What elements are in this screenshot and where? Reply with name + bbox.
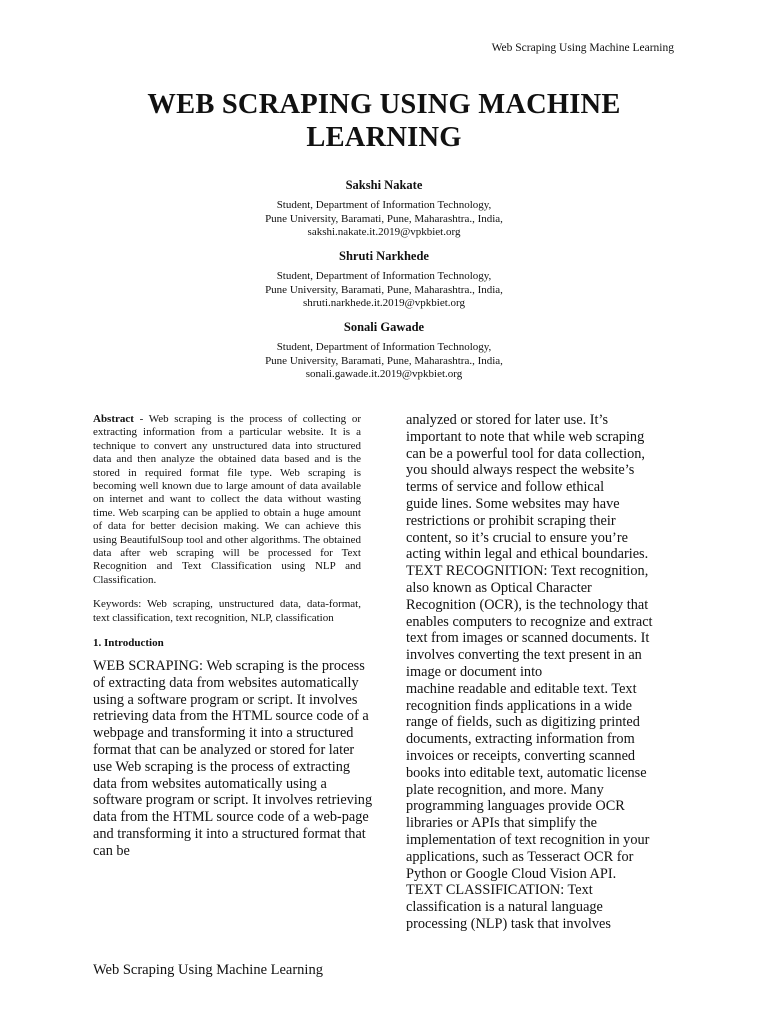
right-column-line: implementation of text recognition in your [406,831,650,848]
right-column-line: TEXT CLASSIFICATION: Text [406,882,593,899]
right-column-line: also known as Optical Character [406,579,592,596]
abstract-text: - Web scraping is the process of collecting or extracting information from a particular website. It is a technique to convert any unstructured data into structured data and then analyze the obtained data based and is the stored in required format file type. Web scraping is becoming well known due to large amount of data available on internet and want to collect the data without wasting time. Web scarping can be applied to obtain a huge amount of data for better decision making. We can achieve this using BeautifulSoup tool and other algorithms. The obtained data after web scraping will be processed for Text Recognition and Text Classification using NLP and Classification. [93,413,361,586]
section-heading-introduction: 1. Introduction [93,637,164,650]
author-email: sakshi.nakate.it.2019@vpkbiet.org [307,226,461,238]
right-column-line: range of fields, such as digitizing printed [406,714,640,731]
author-name: Sonali Gawade [343,320,425,334]
paper-title [0,88,768,154]
right-column-line: machine readable and editable text. Text [406,680,637,697]
right-column-line: books into editable text, automatic license [406,764,647,781]
right-column-line: applications, such as Tesseract OCR for [406,848,634,865]
right-column-line: recognition finds applications in a wide [406,697,632,714]
author-affiliation-dept: Student, Department of Information Technology, [276,270,492,282]
introduction-text: WEB SCRAPING: Web scraping is the process of extracting data from websites automatically using a software program or script. It involves retrieving data from the HTML source code of a webpage and transforming it into a structured format that can be analyzed or stored for later use Web scraping is the process of extracting data from websites automatically using a software program or script. It involves retrieving data from the HTML source code of a web-page and transforming it into a structured format that can be [93,658,373,859]
right-column-line: guide lines. Some websites may have [406,495,620,512]
page-footer: Web Scraping Using Machine Learning [93,962,323,978]
right-column-line: important to note that while web scraping [406,428,645,445]
right-column-line: involves converting the text present in an [406,647,642,664]
author-affiliation-dept: Student, Department of Information Technology, [276,341,492,353]
abstract [93,413,361,587]
author-block-2 [0,248,768,311]
right-column-line: TEXT RECOGNITION: Text recognition, [406,563,649,580]
author-block-1 [0,177,768,240]
right-column-line: terms of service and follow ethical [406,479,605,496]
right-column-line: programming languages provide OCR [406,798,625,815]
right-column-text [406,412,678,933]
right-column-line: documents, extracting information from [406,731,635,748]
right-column-line: image or document into [406,663,543,680]
author-affiliation-dept: Student, Department of Information Technology, [276,199,492,211]
author-affiliation-address: Pune University, Baramati, Pune, Maharashtra., India, [265,354,503,367]
title-line-1: WEB SCRAPING USING MACHINE [147,89,621,120]
author-affiliation-address: Pune University, Baramati, Pune, Maharashtra., India, [265,212,503,225]
title-line-2: LEARNING [306,122,462,153]
right-column-line: classification is a natural language [406,899,603,916]
abstract-label: Abstract [93,413,134,425]
right-column-line: processing (NLP) task that involves [406,915,611,932]
right-column-line: enables computers to recognize and extract [406,613,653,630]
left-column [93,413,373,860]
author-block-3 [0,319,768,382]
right-column-line: invoices or receipts, converting scanned [406,747,636,764]
right-column-line: you should always respect the website’s [406,462,635,479]
right-column-line: can be a powerful tool for data collection, [406,445,645,462]
right-column-line: content, so it’s crucial to ensure you’re [406,529,628,546]
page-header: Web Scraping Using Machine Learning [491,42,674,54]
author-name: Sakshi Nakate [345,178,423,192]
right-column-line: Python or Google Cloud Vision API. [406,865,617,882]
author-email: shruti.narkhede.it.2019@vpkbiet.org [302,297,466,309]
author-name: Shruti Narkhede [339,249,429,263]
right-column-line: acting within legal and ethical boundaries. [406,546,649,563]
right-column-line: plate recognition, and more. Many [406,781,604,798]
keywords: Keywords: Web scraping, unstructured data, data-format, text classification, text recognition, NLP, classification [93,598,361,624]
right-column-line: text from images or scanned documents. It [406,630,650,647]
right-column-line: Recognition (OCR), is the technology that [406,596,649,613]
right-column-line: libraries or APIs that simplify the [406,815,597,832]
right-column-line: restrictions or prohibit scraping their [406,512,616,529]
right-column-line: analyzed or stored for later use. It’s [406,412,609,428]
right-column [406,412,678,933]
author-email: sonali.gawade.it.2019@vpkbiet.org [305,368,463,380]
author-affiliation-address: Pune University, Baramati, Pune, Maharashtra., India, [265,283,503,296]
